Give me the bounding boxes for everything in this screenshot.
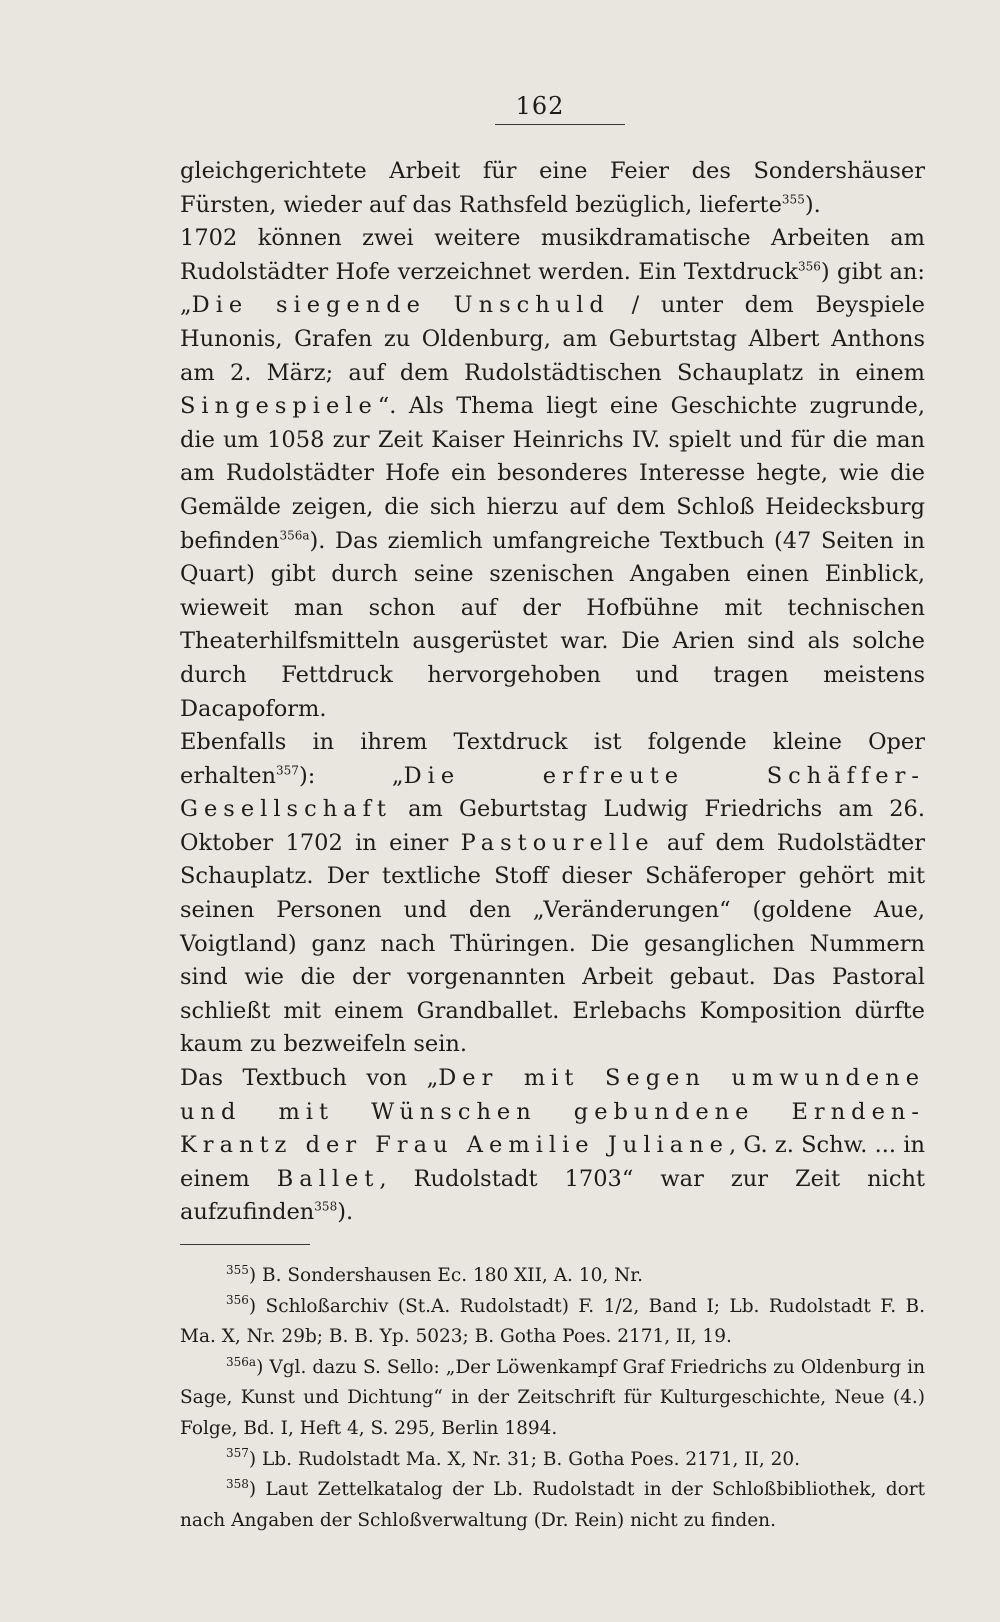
footnote-reference: 355	[781, 192, 805, 207]
spaced-title: Ballet	[276, 1165, 380, 1192]
page-number: 162	[515, 92, 565, 120]
footnote-paren: )	[248, 1295, 266, 1317]
text-run: / unter dem Beyspiele Hunonis, Grafen zu Oldenburg, am Geburtstag Albert Anthons am 2. März; auf dem Rudolstädtischen Schauplatz in einem	[180, 292, 925, 386]
footnote-reference: 357	[276, 763, 299, 778]
footnote-reference: 356a	[279, 528, 310, 543]
text-run: 1702 können zwei weitere musikdramatische Arbeiten am Rudolstädter Hofe verzeichnet werden. Ein Textdruck	[180, 225, 925, 285]
text-run: “. Als Thema liegt eine Geschichte zugrunde, die um 1058 zur Zeit Kaiser Heinrichs IV. spielt und für die man am Rudolstädter Hofe ein besonderes Interesse hegte, wie die Gemälde zeigen, die sich hierzu auf dem Schloß Heidecksburg befinden	[180, 393, 925, 554]
footnote-mark: 357	[226, 1446, 249, 1461]
footnote-reference: 356	[797, 259, 821, 274]
spaced-title: Die siegende Unschuld	[191, 292, 610, 319]
footnote-mark: 355	[226, 1262, 249, 1277]
footnote-mark: 356a	[226, 1354, 257, 1369]
footnote-text: B. Sondershausen Ec. 180 XII, A. 10, Nr.	[262, 1265, 643, 1286]
text-run: ).	[804, 191, 821, 218]
body-paragraph	[180, 155, 925, 222]
header-rule	[495, 124, 625, 125]
text-run: ).	[337, 1199, 354, 1226]
body-text	[180, 155, 925, 1230]
text-run: ): „	[298, 762, 404, 789]
spaced-title: Der mit Segen umwundene und mit Wünschen gebundene Ernden-Krantz der Frau Aemilie Juliane	[180, 1065, 926, 1159]
spaced-title: Die erfreute Schäffer-Gesellschaft	[180, 762, 925, 823]
text-run: am Geburtstag Ludwig Friedrichs am 26. Oktober 1702 in einer	[180, 796, 925, 856]
footnote-text: Vgl. dazu S. Sello: „Der Löwenkampf Graf Friedrichs zu Oldenburg in Sage, Kunst und Dichtung“ in der Zeitschrift für Kulturgeschichte, Neue (4.) Folge, Bd. I, Heft 4, S. 295, Berlin 1894.	[180, 1356, 925, 1439]
body-paragraph	[180, 1062, 925, 1230]
text-run: ). Das ziemlich umfangreiche Textbuch (47 Seiten in Quart) gibt durch seine szenischen Angaben einen Einblick, wieweit man schon auf der Hofbühne mit technischen Theaterhilfsmitteln ausgerüstet war. Die Arien sind als solche durch Fettdruck hervorgehoben und tragen meistens Dacapoform.	[180, 527, 925, 722]
text-run: Das Textbuch von „	[180, 1065, 439, 1092]
footnote-paren: )	[248, 1448, 263, 1470]
footnote	[180, 1292, 925, 1353]
body-paragraph	[180, 222, 925, 726]
body-paragraph	[180, 726, 925, 1062]
footnote	[180, 1445, 925, 1476]
text-run: Ebenfalls in ihrem Textdruck ist folgende kleine Oper erhalten	[180, 729, 925, 789]
footnote-text: Lb. Rudolstadt Ma. X, Nr. 31; B. Gotha Poes. 2171, II, 20.	[262, 1448, 801, 1470]
text-run: auf dem Rudolstädter Schauplatz. Der textliche Stoff dieser Schäferoper gehört mit seinen Personen und den „Veränderungen“ (goldene Aue, Voigtland) ganz nach Thüringen. Die gesanglichen Nummern sind wie die der vorgenannten Arbeit gebaut. Das Pastoral schließt mit einem Grandballet. Erlebachs Komposition dürfte kaum zu bezweifeln sein.	[180, 829, 925, 1058]
footnote-mark: 356	[226, 1293, 249, 1308]
footnote-text: Laut Zettelkatalog der Lb. Rudolstadt in der Schloßbibliothek, dort nach Angaben der Schloßverwaltung (Dr. Rein) nicht zu finden.	[180, 1479, 925, 1531]
footnote-paren: )	[248, 1479, 266, 1501]
spaced-title: Singespiele	[180, 393, 378, 420]
footnote-paren: )	[256, 1356, 270, 1378]
text-run: gleichgerichtete Arbeit für eine Feier des Sondershäuser Fürsten, wieder auf das Rathsfeld bezüglich, lieferte	[180, 158, 925, 218]
spaced-title: Pastourelle	[460, 829, 655, 856]
footnotes	[180, 1261, 925, 1536]
text-run: ) gibt an: „	[180, 258, 925, 319]
text-run: , Rudolstadt 1703“ war zur Zeit nicht aufzufinden	[180, 1165, 926, 1226]
footnote-paren: )	[248, 1265, 263, 1286]
text-run: , G. z. Schw. ... in einem	[180, 1132, 925, 1192]
footnote-mark: 358	[226, 1477, 249, 1491]
footnote	[180, 1261, 925, 1292]
footnote-text: Schloßarchiv (St.A. Rudolstadt) F. 1/2, Band I; Lb. Rudolstadt F. B. Ma. X, Nr. 29b; B. B. Yp. 5023; B. Gotha Poes. 2171, II, 19.	[180, 1295, 925, 1348]
footnote-reference: 358	[314, 1199, 338, 1214]
footnote	[180, 1475, 925, 1536]
footnote	[180, 1353, 925, 1445]
footnote-rule	[180, 1244, 310, 1245]
